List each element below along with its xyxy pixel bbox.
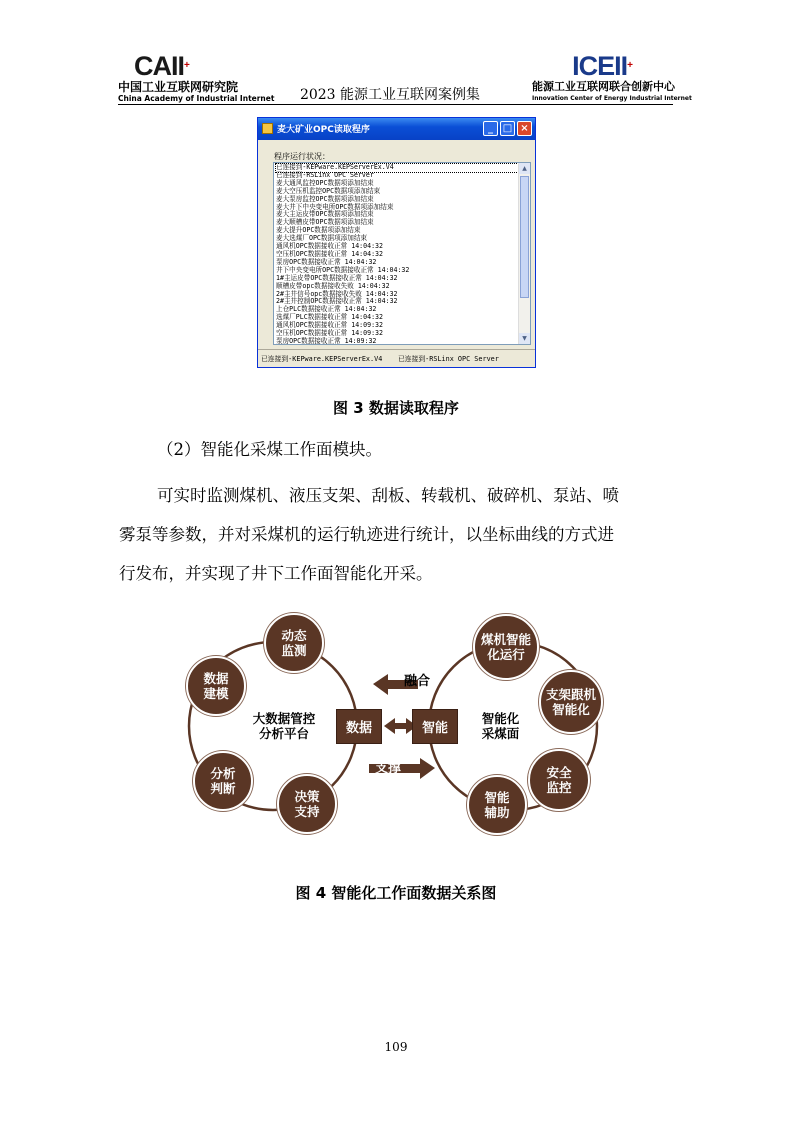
opc-reader-window: [257, 117, 536, 368]
run-status-label: 程序运行状况：: [274, 152, 330, 161]
iceii-name-en: Innovation Center of Energy Industrial Internet: [532, 95, 692, 102]
section-heading: （2）智能化采煤工作面模块。: [157, 440, 382, 459]
data-box: 数据: [336, 709, 382, 744]
log-line[interactable]: 选煤厂PLC数据接收正常 14:04:32: [276, 313, 383, 322]
window-statusbar: [258, 349, 535, 368]
node-data-modeling-text: 数据 建模: [203, 671, 229, 701]
log-line[interactable]: 麦大顺槽皮带OPC数据项添加结束: [276, 218, 374, 227]
figure-4-caption: 图 4 智能化工作面数据关系图: [295, 884, 497, 902]
caii-name-cn: 中国工业互联网研究院: [118, 80, 239, 94]
scroll-thumb[interactable]: [520, 176, 529, 298]
log-line[interactable]: 2#主井信号opc数据接收失败 14:04:32: [276, 289, 398, 298]
app-icon: [262, 123, 273, 134]
maximize-button[interactable]: □: [500, 121, 515, 136]
caii-name-en: China Academy of Industrial Internet: [118, 94, 275, 103]
caii-logo-mark: CAII: [134, 51, 184, 81]
node-support-follow-text: 支架跟机 智能化: [545, 687, 596, 717]
node-decision-support-text: 决策 支持: [294, 789, 320, 819]
log-line[interactable]: 麦大空压机监控OPC数据项添加结束: [276, 186, 381, 195]
node-shearer-smart-text: 煤机智能 化运行: [480, 632, 531, 662]
paragraph-line-1: 可实时监测煤机、液压支架、刮板、转载机、破碎机、泵站、喷: [157, 486, 619, 505]
log-lines: [276, 164, 520, 345]
node-analysis-text: 分析 判断: [210, 766, 236, 796]
scroll-down-icon[interactable]: ▼: [519, 333, 530, 344]
scroll-up-icon[interactable]: ▲: [519, 163, 530, 174]
log-line[interactable]: 麦大提升OPC数据项添加结束: [276, 226, 361, 235]
log-line[interactable]: 泵房OPC数据接收正常 14:04:32: [276, 257, 377, 266]
log-line[interactable]: 1#主运皮带OPC数据接收正常 14:04:32: [276, 273, 398, 282]
log-line[interactable]: 顺槽皮带opc数据接收失败 14:04:32: [276, 281, 390, 290]
iceii-logo-mark: ICEII: [572, 51, 628, 81]
node-dynamic-monitor: [264, 613, 324, 673]
window-titlebar[interactable]: [258, 118, 535, 140]
log-line[interactable]: 麦大井下中央变电所OPC数据项添加结束: [276, 202, 394, 211]
figure-3-caption: 图 3 数据读取程序: [333, 399, 459, 417]
status-left: 已连接到-KEPware.KEPServerEx.V4: [261, 355, 383, 363]
node-safety-monitor: [528, 749, 590, 811]
log-line[interactable]: 上仓PLC数据接收正常 14:04:32: [276, 305, 377, 314]
paragraph-line-2: 雾泵等参数，并对采煤机的运行轨迹进行统计，以坐标曲线的方式进: [119, 525, 614, 544]
node-analysis: [193, 751, 253, 811]
log-line[interactable]: 通风机OPC数据接收正常 14:09:32: [276, 321, 383, 330]
log-line[interactable]: 空压机OPC数据接收正常 14:09:32: [276, 329, 383, 338]
node-decision-support: [277, 774, 337, 834]
log-line[interactable]: 井下中央变电所OPC数据接收正常 14:04:32: [276, 265, 410, 274]
page-header-title: 2023 能源工业互联网案例集: [299, 87, 481, 103]
header-rule: [118, 104, 673, 105]
support-label: 支撑: [374, 761, 401, 776]
smart-workface-label: 智能化 采煤面: [481, 711, 520, 741]
node-safety-monitor-text: 安全 监控: [546, 765, 572, 795]
log-line[interactable]: 麦大泵房监控OPC数据项添加结束: [276, 194, 374, 203]
log-scrollbar[interactable]: [518, 163, 530, 344]
log-line[interactable]: 已连接到-KEPware.KEPServerEx.V4: [276, 164, 520, 172]
page-number: 109: [384, 1040, 408, 1054]
smart-workface-diagram: [183, 608, 623, 838]
log-line[interactable]: 麦大选煤厂OPC数据项添加结束: [276, 234, 368, 243]
smart-box: 智能: [412, 709, 458, 744]
log-line[interactable]: 空压机OPC数据接收正常 14:04:32: [276, 249, 383, 258]
log-line[interactable]: 通风机OPC数据接收正常 14:04:32: [276, 242, 383, 251]
node-smart-assist: [467, 775, 527, 835]
node-data-modeling: [186, 656, 246, 716]
log-line[interactable]: 泵房OPC数据接收正常 14:09:32: [276, 336, 377, 345]
node-smart-assist-text: 智能 辅助: [484, 790, 510, 820]
minimize-button[interactable]: _: [483, 121, 498, 136]
fuse-label: 融合: [403, 674, 430, 689]
log-listbox[interactable]: [273, 162, 531, 345]
bigdata-platform-label: 大数据管控 分析平台: [252, 711, 316, 741]
log-line[interactable]: 麦大通风监控OPC数据项添加结束: [276, 178, 374, 187]
log-line[interactable]: 2#主井控制OPC数据接收正常 14:04:32: [276, 297, 398, 306]
iceii-name-cn: 能源工业互联网联合创新中心: [532, 80, 675, 93]
node-dynamic-monitor-text: 动态 监测: [281, 628, 307, 658]
status-right: 已连接到-RSLinx OPC Server: [398, 355, 499, 363]
caii-logo: CAII+ 中国工业互联网研究院 China Academy of Industrial Internet: [118, 51, 275, 103]
node-shearer-smart: [473, 614, 539, 680]
node-support-follow: [539, 670, 603, 734]
window-title: 麦大矿业OPC读取程序: [277, 125, 370, 135]
close-button[interactable]: ×: [517, 121, 532, 136]
iceii-logo: ICEII+ 能源工业互联网联合创新中心 Innovation Center of Energy Industrial Internet: [532, 51, 692, 102]
log-line[interactable]: 已连接到-RSLinx OPC Server: [276, 170, 374, 179]
log-line[interactable]: 麦大主运皮带OPC数据项添加结束: [276, 210, 374, 219]
paragraph-line-3: 行发布，并实现了井下工作面智能化开采。: [119, 564, 433, 583]
